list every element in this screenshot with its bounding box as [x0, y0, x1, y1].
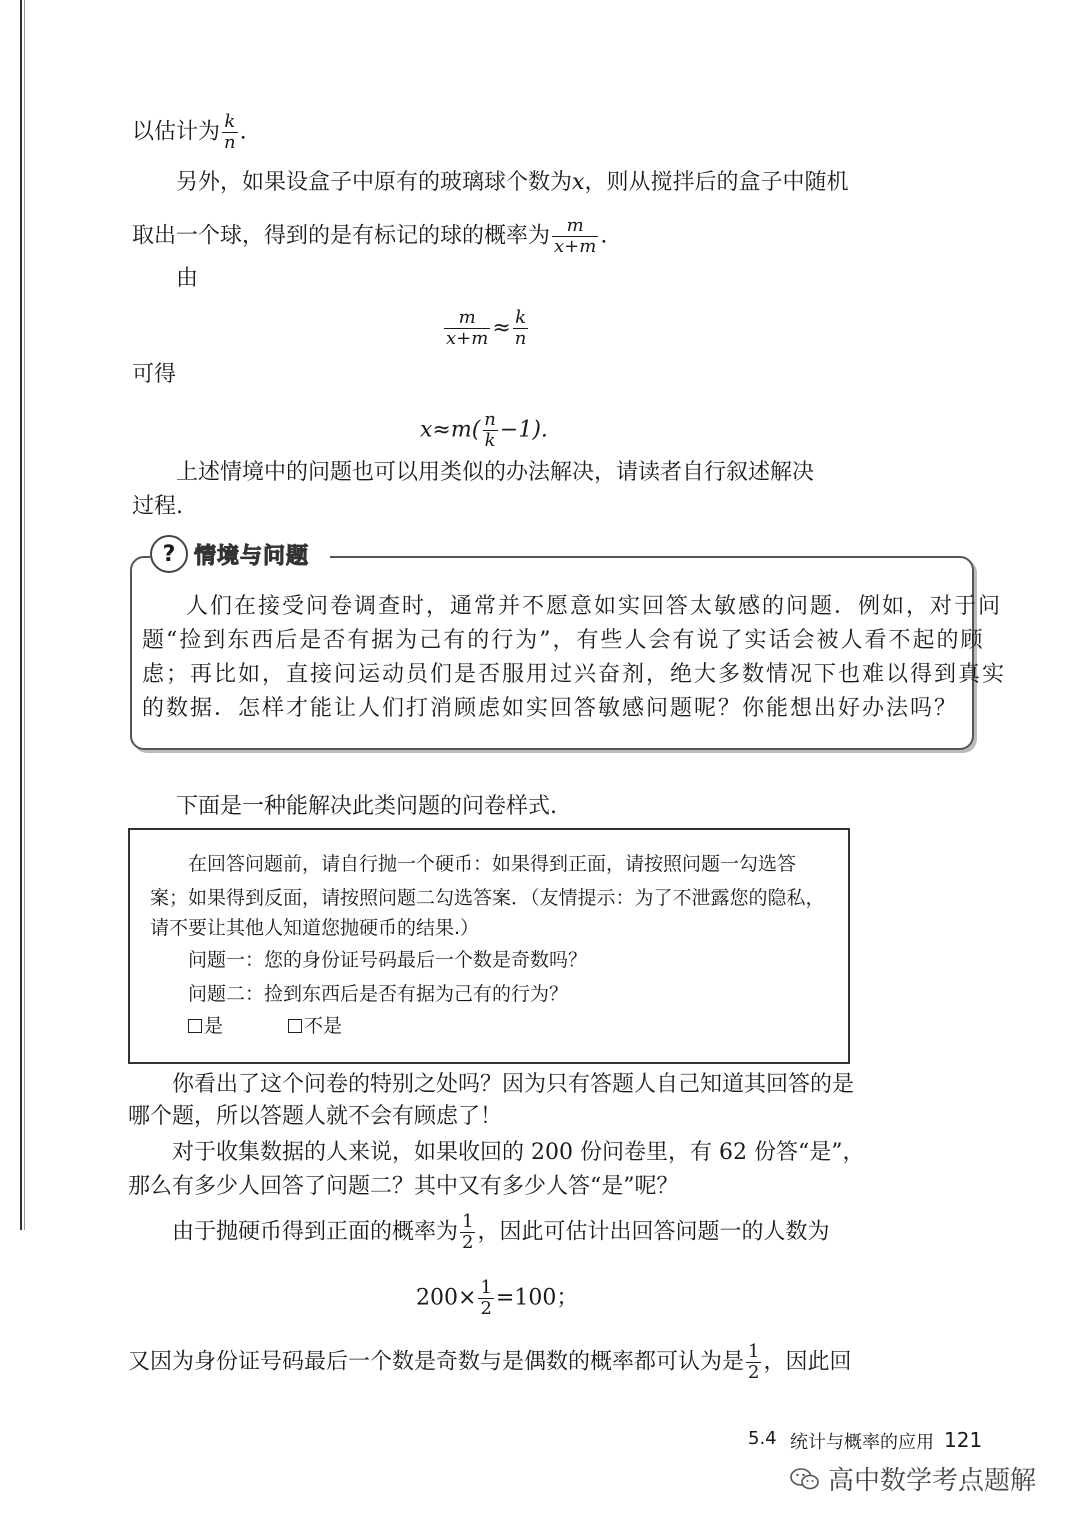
paragraph-estimate: 以估计为 $\frac{k}{n}$ .	[132, 111, 247, 153]
equation-approx: $\frac{m}{x+m}$ ≈ $\frac{k}{n}$	[446, 307, 527, 349]
checkbox-no[interactable]	[288, 1019, 302, 1033]
questionnaire-line: 请不要让其他人知道您抛硬币的结果.）	[150, 917, 480, 939]
paragraph-special-l2: 哪个题，所以答题人就不会有顾虑了！	[128, 1104, 503, 1129]
text: 以估计为	[132, 119, 221, 145]
paragraph-collect-l1: 对于收集数据的人来说，如果收回的 200 份问卷里，有 62 份答“是”，	[172, 1140, 865, 1165]
paragraph-ball-count-l2: 取出一个球，得到的是有标记的球的概率为 $\frac{m}{x+m}$ .	[132, 215, 608, 257]
paragraph-special-l1: 你看出了这个问卷的特别之处吗？因为只有答题人自己知道其回答的是	[172, 1072, 855, 1097]
option-yes[interactable]: 是	[188, 1012, 223, 1040]
checkbox-yes[interactable]	[188, 1019, 202, 1033]
eq-lead-get: 可得	[132, 362, 177, 387]
footer-section-number: 5.4	[748, 1428, 777, 1449]
page-number: 121	[944, 1428, 983, 1452]
question-one: 问题一：您的身份证号码最后一个数是奇数吗？	[188, 949, 588, 971]
paragraph-similar-l2: 过程.	[132, 494, 183, 519]
situation-line: 人们在接受问卷调查时，通常并不愿意如实回答太敏感的问题．例如，对于问	[186, 594, 1003, 619]
fraction-m-over-x-plus-m: $\frac{m}{x+m}$	[554, 215, 597, 257]
equation-200-half: 200× $\frac{1}{2}$ =100；	[416, 1277, 579, 1319]
option-no[interactable]: 不是	[288, 1012, 342, 1040]
paragraph-ball-count-l1: 另外，如果设盒子中原有的玻璃球个数为x，则从搅拌后的盒子中随机	[176, 170, 849, 195]
paragraph-similar-l1: 上述情境中的问题也可以用类似的办法解决，请读者自行叙述解决	[176, 460, 815, 485]
paragraph-coin-prob: 由于抛硬币得到正面的概率为 $\frac{1}{2}$ ，因此可估计出回答问题一的人数为	[172, 1211, 830, 1253]
situation-header	[150, 534, 330, 574]
eq-lead-by: 由	[176, 266, 199, 291]
watermark-text: 高中数学考点题解	[828, 1466, 1037, 1496]
question-icon: ?	[150, 535, 188, 573]
situation-line: 虑；再比如，直接问运动员们是否服用过兴奋剂，绝大多数情况下也难以得到真实	[142, 662, 1007, 687]
situation-title: 情境与问题	[194, 543, 310, 569]
paragraph-collect-l2: 那么有多少人回答了问题二？其中又有多少人答“是”呢？	[128, 1174, 679, 1199]
binding-edge-shadow	[24, 0, 25, 1230]
fraction-k-over-n: $\frac{k}{n}$	[224, 111, 236, 153]
situation-line: 题“捡到东西后是否有据为己有的行为”，有些人会有说了实话会被人看不起的顾	[142, 628, 985, 653]
equation-x-approx: x≈m( $\frac{n}{k}$ −1).	[420, 409, 548, 451]
questionnaire-line: 在回答问题前，请自行抛一个硬币：如果得到正面，请按照问题一勾选答	[188, 853, 797, 875]
questionnaire-line: 案；如果得到反面，请按照问题二勾选答案．（友情提示：为了不泄露您的隐私，	[150, 887, 825, 909]
questionnaire-intro: 下面是一种能解决此类问题的问卷样式.	[176, 794, 557, 819]
question-two: 问题二：捡到东西后是否有据为己有的行为？	[188, 983, 569, 1005]
footer-section-title: 统计与概率的应用	[790, 1432, 934, 1453]
paragraph-odd-even: 又因为身份证号码最后一个数是奇数与是偶数的概率都可认为是 $\frac{1}{2}$ ，因此回	[128, 1341, 852, 1383]
binding-edge	[20, 0, 22, 1230]
watermark	[790, 1460, 1036, 1497]
wechat-icon	[790, 1468, 820, 1490]
situation-line: 的数据．怎样才能让人们打消顾虑如实回答敏感问题呢？你能想出好办法吗？	[142, 696, 959, 721]
